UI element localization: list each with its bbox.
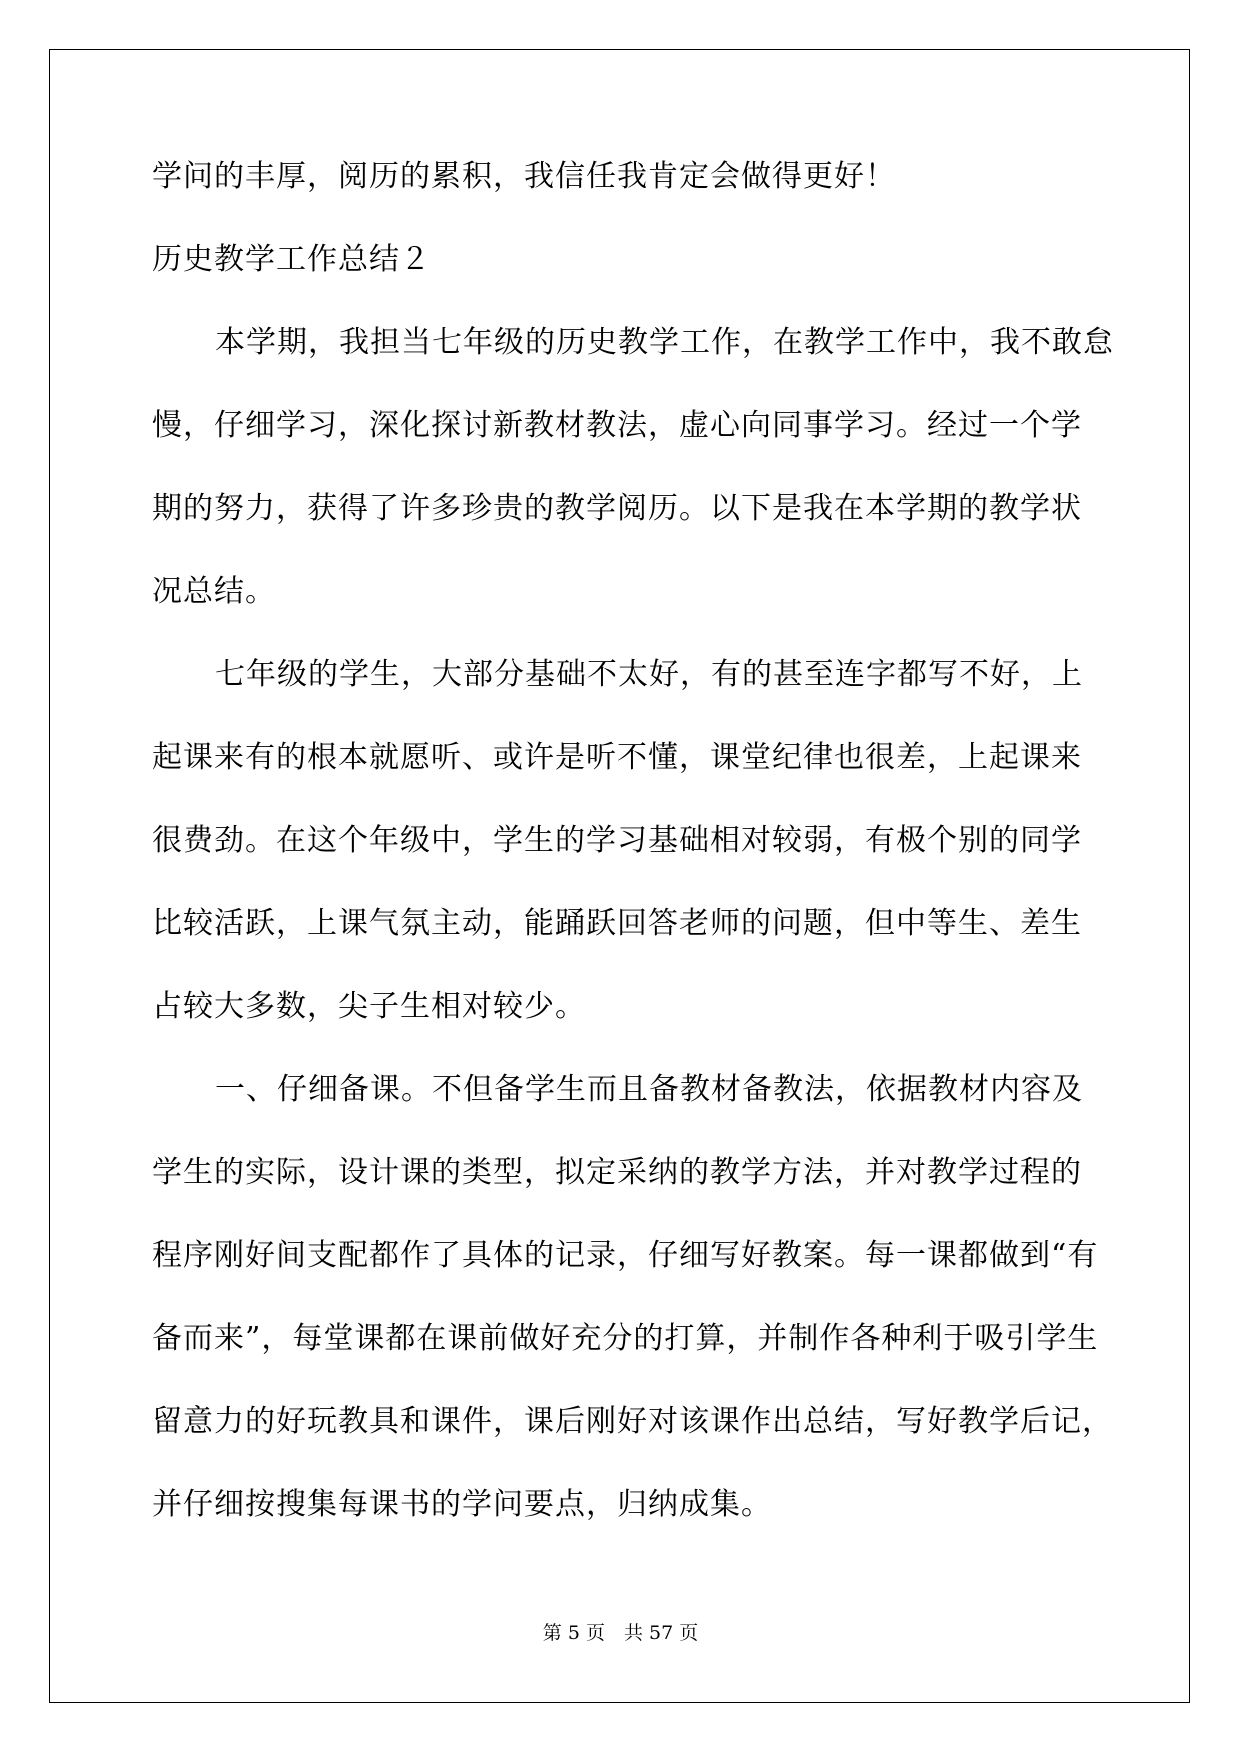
text-line: 起课来有的根本就愿听、或许是听不懂，课堂纪律也很差，上起课来 (152, 740, 1082, 775)
text-line: 程序刚好间支配都作了具体的记录，仔细写好教案。每一课都做到“有 (152, 1238, 1099, 1273)
text-line: 慢，仔细学习，深化探讨新教材教法，虚心向同事学习。经过一个学 (152, 408, 1082, 443)
text-line: 留意力的好玩教具和课件，课后刚好对该课作出总结，写好教学后记， (152, 1404, 1113, 1439)
text-line: 学问的丰厚，阅历的累积，我信任我肯定会做得更好！ (152, 159, 896, 194)
document-body (152, 159, 1114, 1571)
text-line: 比较活跃，上课气氛主动，能踊跃回答老师的问题，但中等生、差生 (152, 906, 1082, 941)
paragraph-first-line: 本学期，我担当七年级的历史教学工作，在教学工作中，我不敢怠 (215, 325, 1114, 360)
page-number-footer: 第 5 页 共 57 页 (542, 1622, 699, 1644)
text-line: 学生的实际，设计课的类型，拟定采纳的教学方法，并对教学过程的 (152, 1155, 1082, 1190)
text-line: 很费劲。在这个年级中，学生的学习基础相对较弱，有极个别的同学 (152, 823, 1082, 858)
paragraph-first-line: 一、仔细备课。不但备学生而且备教材备教法，依据教材内容及 (215, 1072, 1083, 1107)
text-line: 备而来”，每堂课都在课前做好充分的打算，并制作各种利于吸引学生 (152, 1321, 1099, 1356)
text-line: 并仔细按搜集每课书的学问要点，归纳成集。 (152, 1487, 772, 1522)
text-line: 况总结。 (152, 574, 276, 609)
paragraph-first-line: 七年级的学生，大部分基础不太好，有的甚至连字都写不好，上 (215, 657, 1083, 692)
text-line: 占较大多数，尖子生相对较少。 (152, 989, 586, 1024)
text-line: 期的努力，获得了许多珍贵的教学阅历。以下是我在本学期的教学状 (152, 491, 1082, 526)
section-title: 历史教学工作总结２ (152, 242, 431, 277)
